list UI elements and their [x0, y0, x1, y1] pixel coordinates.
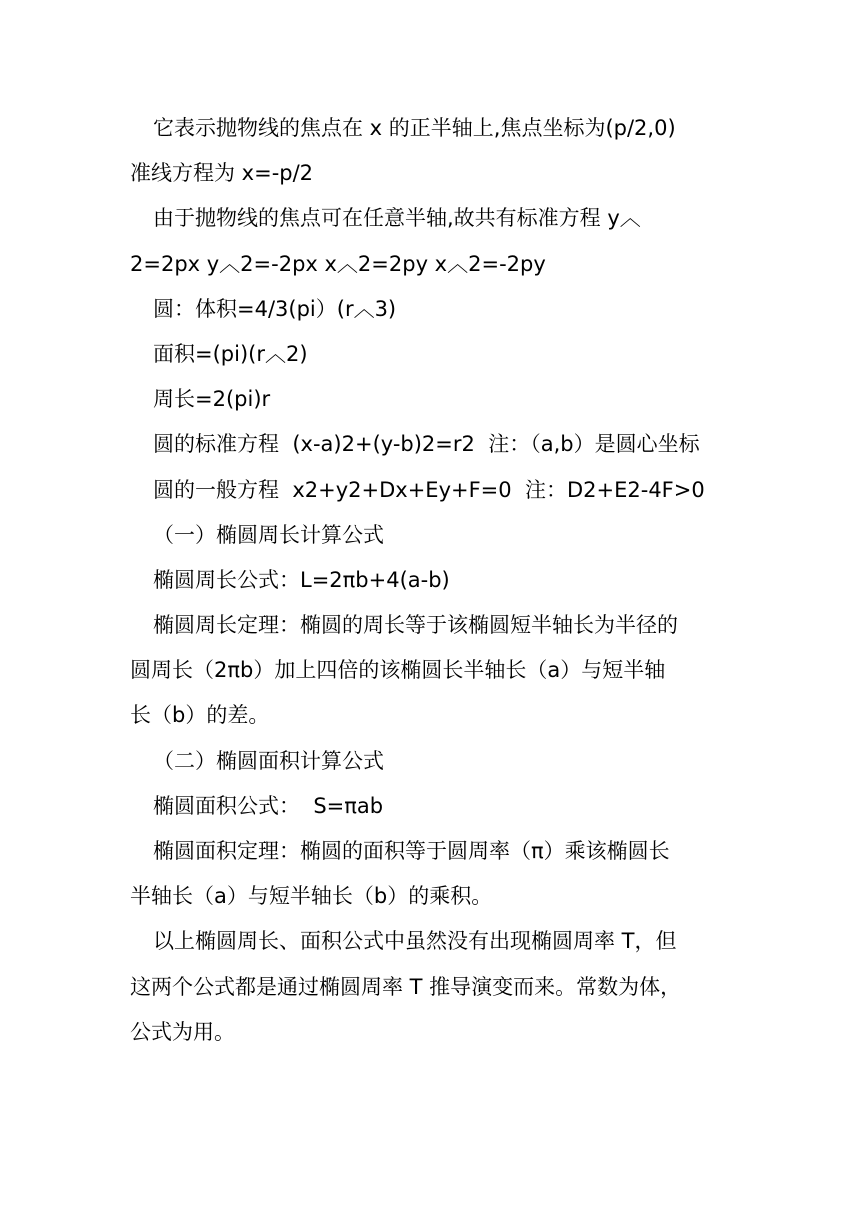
text-line: 这两个公式都是通过椭圆周率 T 推导演变而来。常数为体， — [130, 974, 682, 999]
text-line: 由于抛物线的焦点可在任意半轴,故共有标准方程 y︿ — [153, 206, 641, 231]
text-line: 公式为用。 — [130, 1019, 235, 1044]
text-line: 椭圆周长定理：椭圆的周长等于该椭圆短半轴长为半径的 — [153, 613, 678, 638]
text-line: 圆的一般方程 x2+y2+Dx+Ey+F=0 注：D2+E2-4F>0 — [153, 477, 705, 502]
text-line: 以上椭圆周长、面积公式中虽然没有出现椭圆周率 T，但 — [153, 929, 677, 954]
text-line: 周长=2(pi)r — [153, 387, 271, 412]
text-line: 圆的标准方程 (x-a)2+(y-b)2=r2 注：（a,b）是圆心坐标 — [153, 432, 700, 457]
text-line: 面积=(pi)(r︿2) — [153, 341, 308, 366]
text-line: 椭圆面积定理：椭圆的面积等于圆周率（π）乘该椭圆长 — [153, 839, 670, 863]
text-line: 准线方程为 x=-p/2 — [130, 161, 314, 186]
text-line: 椭圆面积公式： S=πab — [153, 793, 384, 818]
text-line: 圆：体积=4/3(pi）(r︿3) — [153, 296, 397, 321]
text-line: 长（b）的差。 — [130, 703, 270, 728]
text-line: 半轴长（a）与短半轴长（b）的乘积。 — [130, 884, 493, 909]
text-line: 它表示抛物线的焦点在 x 的正半轴上,焦点坐标为(p/2,0) — [153, 116, 676, 140]
section-heading: （二）椭圆面积计算公式 — [153, 748, 384, 773]
section-heading: （一）椭圆周长计算公式 — [153, 522, 384, 547]
text-line: 2=2px y︿2=-2px x︿2=2py x︿2=-2py — [130, 251, 546, 276]
text-line: 椭圆周长公式：L=2πb+4(a-b) — [153, 567, 450, 592]
text-line: 圆周长（2πb）加上四倍的该椭圆长半轴长（a）与短半轴 — [130, 658, 666, 683]
document-body — [130, 106, 735, 1055]
